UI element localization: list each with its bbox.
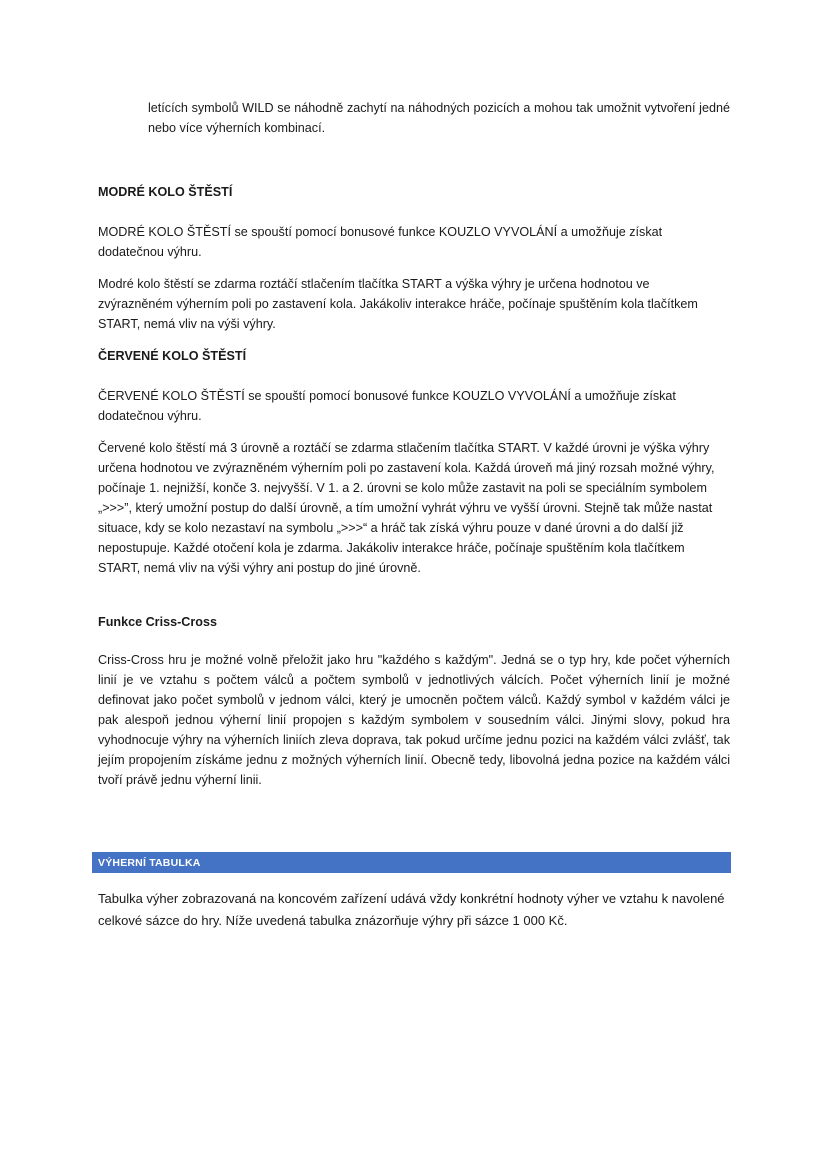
paytable-banner-title: VÝHERNÍ TABULKA	[98, 857, 201, 869]
red-wheel-heading: ČERVENÉ KOLO ŠTĚSTÍ	[98, 349, 247, 363]
intro-paragraph: letících symbolů WILD se náhodně zachytí na náhodných pozicích a mohou tak umožnit vytvoření jedné nebo více výherních kombinací.	[148, 101, 730, 135]
blue-wheel-paragraph-2: Modré kolo štěstí se zdarma roztáčí stlačením tlačítka START a výška výhry je určena hodnotou ve zvýrazněném výherním poli po zastavení kola. Jakákoliv interakce hráče, počínaje spuštěním kola tlačítkem START, nemá vliv na výši výhry.	[98, 277, 698, 331]
red-wheel-paragraph-1: ČERVENÉ KOLO ŠTĚSTÍ se spouští pomocí bonusové funkce KOUZLO VYVOLÁNÍ a umožňuje získat dodatečnou výhru.	[98, 389, 676, 423]
red-wheel-paragraph-2: Červené kolo štěstí má 3 úrovně a roztáčí se zdarma stlačením tlačítka START. V každé úrovni je výška výhry určena hodnotou ve zvýrazněném výherním poli po zastavení kola. Každá úroveň má jiný rozsah možné výhry, počínaje 1. nejnižší, konče 3. nejvyšší. V 1. a 2. úrovni se kolo může zastavit na poli se speciálním symbolem „>>>”, který umožní postup do další úrovně, a tím umožní vyhrát výhru ve vyšší úrovni. Stejně tak může nastat situace, kdy se kolo nezastaví na symbolu „>>>“ a hráč tak získá výhru pouze v dané úrovni a do další již nepostupuje. Každé otočení kola je zdarma. Jakákoliv interakce hráče, počínaje spuštěním kola tlačítkem START, nemá vliv na výši výhry ani postup do jiné úrovně.	[98, 441, 715, 575]
blue-wheel-heading: MODRÉ KOLO ŠTĚSTÍ	[98, 185, 233, 199]
paytable-banner	[92, 852, 731, 873]
criss-cross-paragraph: Criss-Cross hru je možné volně přeložit jako hru "každého s každým". Jedná se o typ hry, kde počet výherních linií je ve vztahu s počtem válců a počtem symbolů v jednotlivých válcích. Počet výherních linií je možné definovat jako počet symbolů v jednom válci, který je umocněn počtem válců. Každý symbol v každém válci je pak alespoň jednou výherní linií propojen s každým symbolem v sousedním válci. Jinými slovy, pokud hra vyhodnocuje výhry na výherních liniích zleva doprava, tak pokud určíme jednu pozici na každém válci zvlášť, tak jejím propojením získáme jednu z možných výherních linií. Obecně tedy, libovolná jedna pozice na každém válci tvoří právě jednu výherní linii.	[98, 653, 730, 787]
paytable-paragraph: Tabulka výher zobrazovaná na koncovém zařízení udává vždy konkrétní hodnoty výher ve vztahu k navolené celkové sázce do hry. Níže uvedená tabulka znázorňuje výhry při sázce 1 000 Kč.	[98, 891, 725, 928]
criss-cross-heading: Funkce Criss-Cross	[98, 615, 217, 629]
blue-wheel-paragraph-1: MODRÉ KOLO ŠTĚSTÍ se spouští pomocí bonusové funkce KOUZLO VYVOLÁNÍ a umožňuje získat dodatečnou výhru.	[98, 225, 663, 259]
